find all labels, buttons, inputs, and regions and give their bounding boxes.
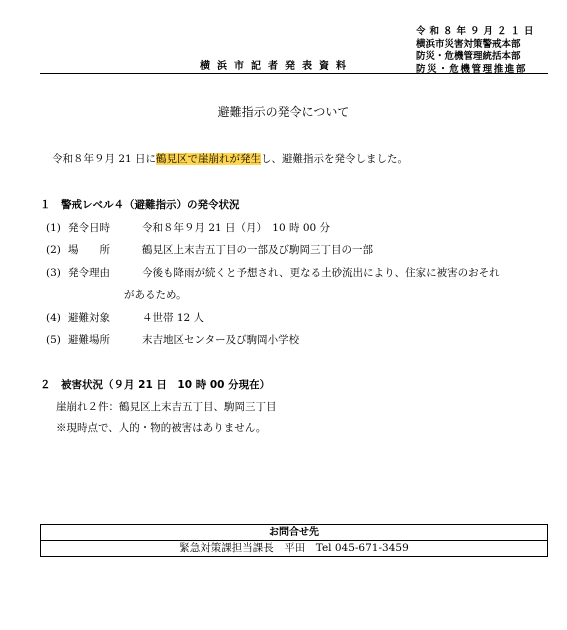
contact-heading: お問合せ先: [41, 525, 547, 541]
lead-before: 令和８年９月 21 日に: [52, 153, 157, 165]
item-5-text: 末吉地区センター及び駒岡小学校: [142, 334, 300, 346]
item-3-continuation: があるため。: [124, 289, 187, 301]
item-1-num: (1): [46, 222, 61, 234]
issuer-org-2: 防災・危機管理統括本部: [416, 51, 521, 62]
item-5-label: 避難場所: [68, 334, 110, 346]
issuer-block: [416, 26, 538, 76]
issuer-org-1: 横浜市災害対策警戒本部: [416, 38, 521, 50]
item-1-label: 発令日時: [68, 222, 110, 234]
lead-after: し、避難指示を発令しました。: [261, 153, 409, 165]
item-2-text: 鶴見区上末吉五丁目の一部及び駒岡三丁目の一部: [142, 244, 373, 256]
section1-heading: １ 警戒レベル４（避難指示）の発令状況: [40, 199, 240, 211]
release-date: 令和８年９月２１日: [416, 26, 538, 37]
item-2-label: 場 所: [68, 244, 110, 256]
item-3-num: (3): [46, 267, 61, 279]
item-3-text: 今後も降雨が続くと予想され、更なる土砂流出により、住家に被害のおそれ: [142, 267, 500, 279]
item-4-text: ４世帯 12 人: [142, 312, 205, 324]
document-title: 避難指示の発令について: [217, 105, 350, 119]
contact-box: [40, 524, 548, 557]
damage-line-1: 崖崩れ２件：鶴見区上末吉五丁目、駒岡三丁目: [56, 401, 277, 413]
contact-info: 緊急対策課担当課長 平田 Tel 045-671-3459: [179, 542, 409, 554]
item-3-label: 発令理由: [68, 267, 110, 279]
section2-heading: ２ 被害状況（９月 21 日 10 時 00 分現在）: [40, 379, 271, 391]
lead-paragraph: [52, 151, 408, 166]
lead-highlight: 鶴見区で崖崩れが発生: [156, 153, 262, 165]
issuer-org-3: 防災・危機管理推進部: [416, 63, 528, 75]
press-release-label: 横浜市記者発表資料: [200, 61, 353, 72]
item-4: [46, 310, 204, 325]
item-5: [46, 332, 299, 347]
item-4-num: (4): [46, 312, 61, 324]
item-3: [46, 265, 500, 280]
damage-line-2: ※現時点で、人的・物的被害はありません。: [56, 422, 267, 434]
item-4-label: 避難対象: [68, 312, 110, 324]
item-2: [46, 242, 373, 257]
item-2-num: (2): [46, 244, 61, 256]
item-1-text: 令和８年９月 21 日（月） 10 時 00 分: [142, 222, 331, 234]
item-5-num: (5): [46, 334, 61, 346]
header-divider: [40, 73, 548, 74]
item-1: [46, 220, 330, 235]
